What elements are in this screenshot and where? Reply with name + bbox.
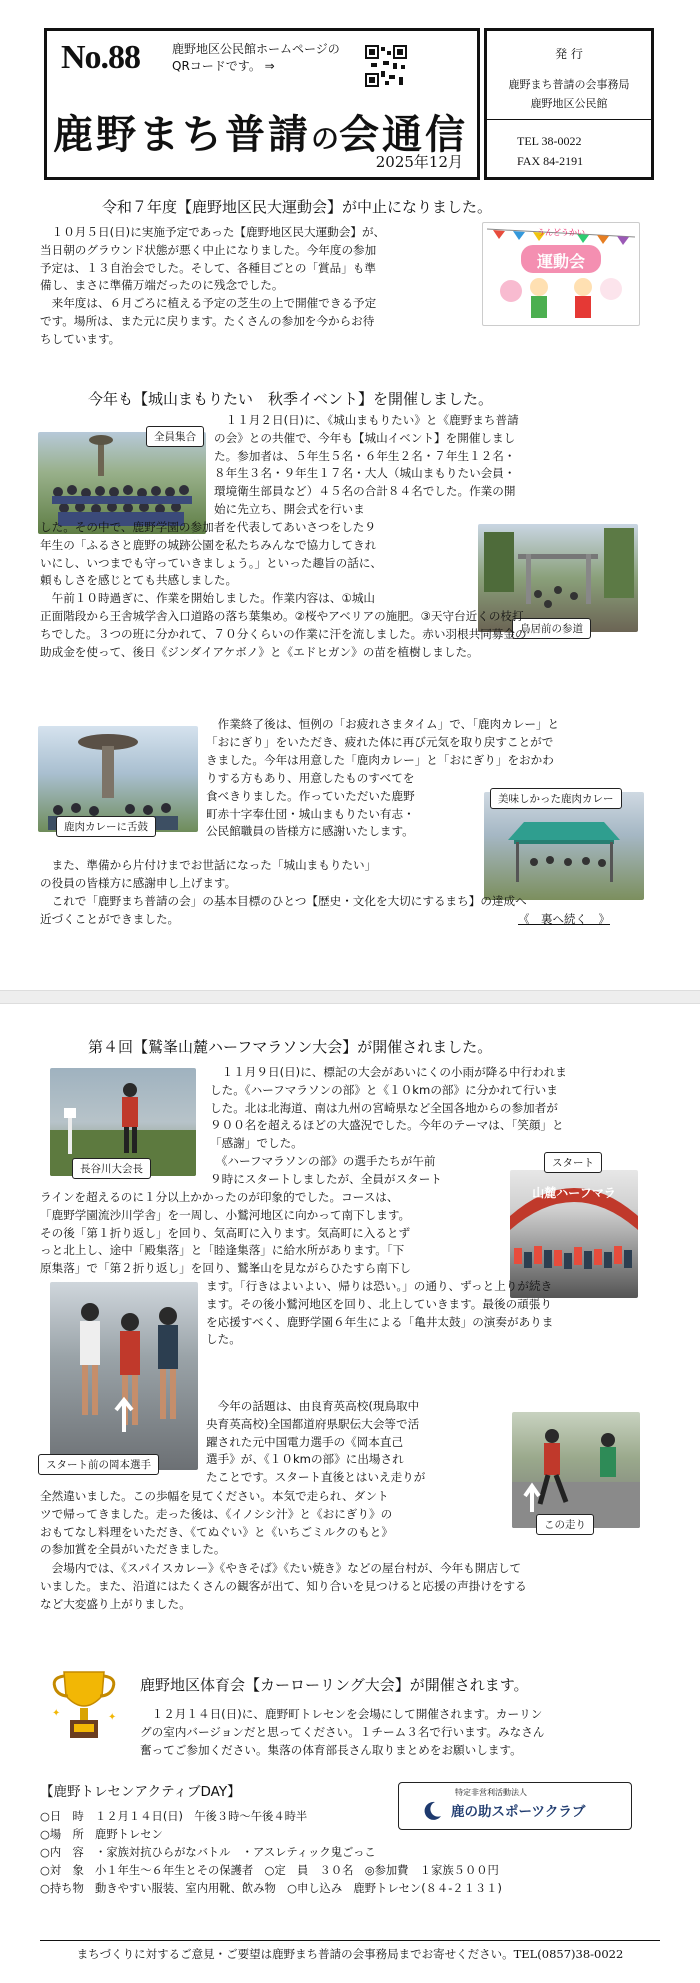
marathon-heading: 第４回【鷲峯山麓ハーフマラソン大会】が開催されました。 — [88, 1038, 493, 1056]
curling-body: １２月１４日(日)に、鹿野町トレセンを会場にして開催されます。カーリン グの室内バージョンだと思ってください。１チーム３名で行います。みなさん 奮ってご参加ください。集落の体育部長さん取りまとめをお願いします。 — [140, 1707, 545, 1757]
illustration-caption: うんどうかい — [537, 228, 585, 237]
shiroyama-body-a: １１月２日(日)に、《城山まもりたい》と《鹿野まち普請 の会》との共催で、今年も【城山イベント】を開催しまし た。参加者は、５年生５名・６年生２名・７年生１２名・ ８年生３名・９年生１７名・大人（城山まもりたい会員・ 環境衛生部員など）４５名の合計８４名でした。作業の開 始に先立ち、開会式を行いま — [214, 413, 519, 516]
curling-heading: 鹿野地区体育会【カーローリング大会】が開催されます。 — [140, 1676, 529, 1694]
banner-text: 山麓ハーフマラ — [532, 1186, 616, 1200]
publisher-label: 発 行 — [555, 47, 583, 61]
shiroyama-body-b2: 正面階段から王舎城学舎入口道路の落ち葉集め。②桜やアベリアの施肥。③天守台近くの枝打 ちでした。３つの班に分かれて、７０分くらいの作業に汗を流しました。赤い羽根共同募金の 助成金を使って、後日《ジンダイアケボノ》と《エドヒガン》の苗を植樹しました。 — [40, 609, 527, 659]
marathon-body-b2: ます。「行きはよいよい、帰りは恐い。」の通り、ずっと上りが続き ます。その後小鷲河地区を回り、北上していきます。最後の頑張り を応援すべく、鹿野学園６年生による「亀井太鼓」の演奏がありま した。 — [206, 1279, 554, 1347]
shiroyama-body-b1: した。その中で、鹿野学園の参加者を代表してあいさつをした９ 年生の「ふるさと鹿野の城跡公園を私たちみんなで協力してきれ いにし、いつまでも守っていきましょう。」といった趣旨の話に、 頼もしさを感じとても共感しました。 午前１０時過ぎに、作業を開始しました。作業内容は、①城山 — [40, 520, 383, 606]
caption-okamoto: スタート前の岡本選手 — [38, 1454, 159, 1475]
caption-curry-tasting: 鹿肉カレーに舌鼓 — [56, 816, 156, 837]
running-photo-image — [512, 1412, 640, 1528]
shiroyama-body-d1: また、準備から片付けまでお世話になった「城山まもりたい」 の役員の皆様方に感謝申し上げます。 — [40, 858, 377, 890]
svg-text:✦: ✦ — [52, 1708, 61, 1719]
shiroyama-heading: 今年も【城山まもりたい 秋季イベント】を開催しました。 — [88, 390, 494, 408]
issue-number: No.88 — [61, 39, 141, 76]
continue-note: 《 裏へ続く 》 — [518, 912, 610, 926]
footer-divider — [40, 1940, 660, 1941]
marathon-body-c: 今年の話題は、由良育英高校(現鳥取中 央育英高校)全国都道府県駅伝大会等で活 躍された元中国電力選手の《岡本直己 選手》が、《１０kmの部》に出場され たことです。スタート直後とはいえ走りが — [206, 1399, 426, 1485]
page-separator — [0, 990, 700, 1004]
club-small-label: 特定非営利活動法人 — [455, 1788, 527, 1797]
undokai-heading: 令和７年度【鹿野地区民大運動会】が中止になりました。 — [102, 198, 493, 216]
masthead-box — [44, 28, 480, 180]
qr-note: 鹿野地区公民館ホームページの QRコードです。 ⇒ — [172, 42, 340, 73]
caption-torii: 鳥居前の参道 — [512, 618, 591, 639]
caption-group: 全員集合 — [146, 426, 204, 447]
okamoto-photo — [50, 1282, 198, 1470]
cheerleader-illustration — [483, 223, 639, 325]
active-day-details: ○日 時 １２月１４日(日) 午後３時〜午後４時半 ○場 所 鹿野トレセン ○内 容 ・家族対抗ひらがなバトル ・アスレティック鬼ごっこ ○対 象 小１年生〜６年生とその保護者 ○定 員 ３０名 ◎参加費 １家族５００円 ○持ち物 動きやすい服装、室内用靴、飲み物 ○申し込み 鹿野トレセン(８４-２１３１) — [40, 1810, 502, 1895]
shiroyama-body-c2: りする方もあり、用意したものすべてを 食べきりました。作っていただいた鹿野 町赤十字奉仕団・城山まもりたい有志・ 公民館職員の皆様方に感謝いたします。 — [206, 771, 415, 839]
okamoto-photo-image — [50, 1282, 198, 1470]
publisher-box — [484, 28, 654, 180]
shiroyama-body-d2: これで「鹿野まち普請の会」の基本目標のひとつ【歴史・文化を大切にするまち】の達成へ 近づくことができました。 — [40, 894, 527, 926]
issue-date: 2025年12月 — [375, 153, 463, 171]
active-day-title: 【鹿野トレセンアクティブDAY】 — [40, 1784, 241, 1800]
svg-text:✦: ✦ — [108, 1712, 117, 1723]
publisher-tel: TEL 38-0022 — [517, 134, 582, 148]
publisher-fax: FAX 84-2191 — [517, 154, 584, 168]
caption-chair: 長谷川大会長 — [72, 1158, 151, 1179]
undokai-illustration — [482, 222, 640, 326]
trophy-icon — [48, 1666, 120, 1744]
running-photo — [512, 1412, 640, 1528]
caption-start: スタート — [544, 1152, 602, 1173]
marathon-body-b1: ラインを超えるのに１分以上かかったのが印象的でした。コースは、 「鹿野学園流沙川学舎」を一周し、小鷲河地区に向かって南下します。 その後「第１折り返し」を回り、気高町に入ります。気高町に入るとず っと北上し、途中「殿集落」と「睦逢集落」に給水所があります。「下 原集落」で「第２折り返し」を回り、鷲峯山を見ながらひたすら南下し — [40, 1190, 412, 1276]
caption-run: この走り — [536, 1514, 594, 1535]
undokai-body: １０月５日(日)に実施予定であった【鹿野地区民大運動会】が、 当日朝のグラウンド状態が悪く中止になりました。今年度の参加 予定は、１３自治会でした。そして、各種目ごとの「賞品」も準 備し、まさに準備万端だったのに残念でした。 来年度は、６月ごろに植える予定の芝生の上で開催できる予定 です。場所は、また元に戻ります。たくさんの参加を今からお待 ちしています。 — [40, 225, 386, 346]
caption-curry-good: 美味しかった鹿肉カレー — [490, 788, 622, 809]
shiroyama-body-c1: 作業終了後は、恒例の「お疲れさまタイム」で、「鹿肉カレー」と 「おにぎり」をいただき、疲れた体に再び元気を取り戻すことがで きました。今年は用意した「鹿肉カレー」と「おにぎり」をおかわ — [206, 717, 560, 767]
publisher-contact — [517, 131, 583, 171]
marathon-body-d2: 会場内では、《スパイスカレー》《やきそば》《たい焼き》などの屋台村が、今年も開店して いました。また、沿道にはたくさんの観客が出て、知り合いを見つけると応援の声掛けをする など大変盛り上がりました。 — [40, 1561, 527, 1611]
illustration-title: 運動会 — [536, 252, 585, 271]
publisher-divider — [487, 119, 651, 120]
club-name: 鹿の助スポーツクラブ — [451, 1804, 586, 1820]
marathon-body-a1: １１月９日(日)に、標記の大会があいにくの小雨が降る中行われま した。《ハーフマラソンの部》と《１０kmの部》に分かれて行いま した。北は北海道、南は九州の宮崎県など全国各地からの参加者が ９００名を超えるほどの大盛況でした。今年のテーマは、「笑顔」と 「感謝」でした。 — [210, 1065, 567, 1151]
footer-contact: まちづくりに対するご意見・ご要望は鹿野まち普請の会事務局までお寄せください。TEL(0857)38-0022 — [76, 1947, 624, 1961]
qr-code-icon[interactable] — [365, 45, 407, 87]
marathon-body-a2: 《ハーフマラソンの部》の選手たちが午前 ９時にスタートしましたが、全員がスタート — [210, 1154, 442, 1186]
newsletter-title: 鹿野まち普請の会通信 — [53, 111, 469, 158]
marathon-body-d1: 全然違いました。この歩幅を見てください。本気で走られ、ダント ツで帰ってきました。走った後は、《イノシシ汁》と《おにぎり》の おもてなし料理をいただき、《てぬぐい》と《いちごミルクのもと》 の参加賞を全員がいただきました。 — [40, 1489, 393, 1557]
publisher-org: 鹿野まち普請の会事務局 鹿野地区公民館 — [508, 78, 630, 110]
